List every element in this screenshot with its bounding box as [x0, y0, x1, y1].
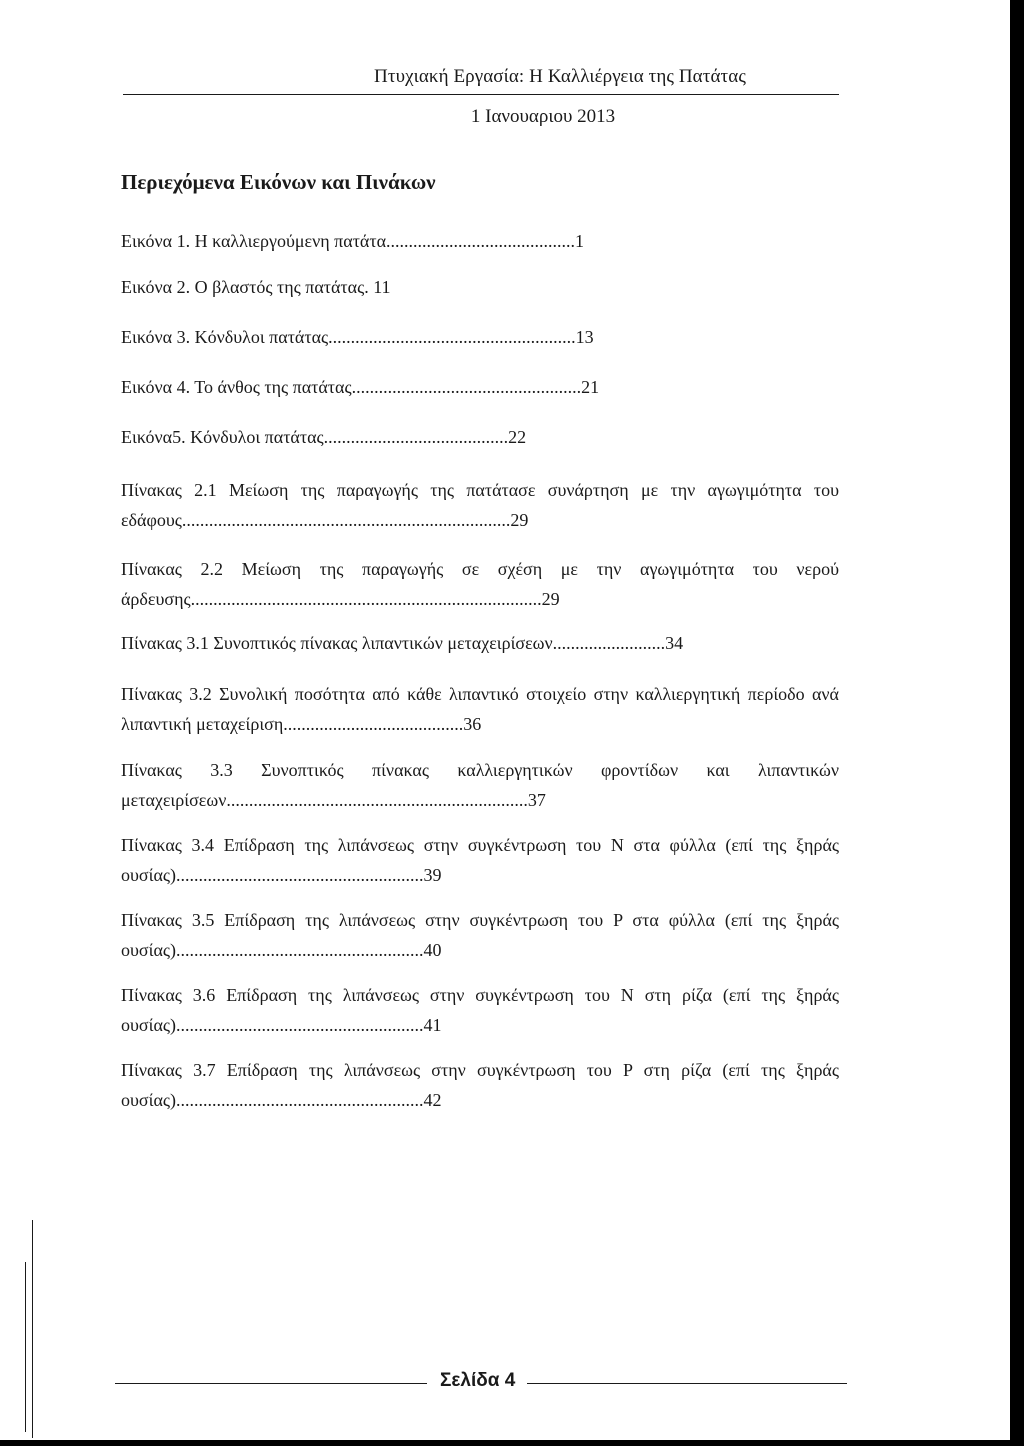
margin-bar-outer — [32, 1220, 33, 1438]
margin-bar-inner — [25, 1262, 26, 1432]
toc-entry-figure-3[interactable]: Εικόνα 3. Κόνδυλοι πατάτας.......................................................13 — [121, 327, 594, 347]
footer-rule-left — [115, 1383, 427, 1384]
toc-entry-figure-1[interactable]: Εικόνα 1. Η καλλιεργούμενη πατάτα..........................................1 — [121, 231, 585, 251]
header-date: 1 Ιανουαριου 2013 — [470, 106, 616, 127]
toc-entry-table-3-2[interactable]: Πίνακας 3.2 Συνολική ποσότητα από κάθε λιπαντικό στοιχείο στην καλλιεργητική περίοδο ανά λιπαντική μεταχείριση........................................36 — [121, 684, 839, 734]
running-header-title: Πτυχιακή Εργασία: Η Καλλιέργεια της Πατάτας — [374, 66, 746, 87]
toc-entry-table-3-4[interactable]: Πίνακας 3.4 Επίδραση της λιπάνσεως στην συγκέντρωση του N στα φύλλα (επί της ξηράς ουσίας).......................................................39 — [121, 835, 839, 885]
page-number: Σελίδα 4 — [440, 1370, 516, 1391]
toc-entry-table-3-1[interactable]: Πίνακας 3.1 Συνοπτικός πίνακας λιπαντικών μεταχειρίσεων.........................34 — [121, 633, 684, 653]
toc-entry-table-3-3[interactable]: Πίνακας 3.3 Συνοπτικός πίνακας καλλιεργητικών φροντίδων και λιπαντικών μεταχειρίσεων...................................................................37 — [121, 760, 839, 810]
toc-entry-table-3-6[interactable]: Πίνακας 3.6 Επίδραση της λιπάνσεως στην συγκέντρωση του N στη ρίζα (επί της ξηράς ουσίας).......................................................41 — [121, 985, 839, 1035]
header-rule — [123, 94, 839, 95]
toc-entry-table-2-2[interactable]: Πίνακας 2.2 Μείωση της παραγωγής σε σχέση με την αγωγιμότητα του νερού άρδευσης..............................................................................29 — [121, 559, 839, 609]
toc-title: Περιεχόμενα Εικόνων και Πινάκων — [121, 170, 436, 194]
toc-entry-figure-5[interactable]: Εικόνα5. Κόνδυλοι πατάτας.........................................22 — [121, 427, 527, 447]
toc-entry-figure-2[interactable]: Εικόνα 2. Ο βλαστός της πατάτας. 11 — [121, 277, 391, 297]
toc-entry-table-2-1[interactable]: Πίνακας 2.1 Μείωση της παραγωγής της πατάτασε συνάρτηση με την αγωγιμότητα του εδάφους.........................................................................29 — [121, 480, 839, 530]
toc-entry-table-3-7[interactable]: Πίνακας 3.7 Επίδραση της λιπάνσεως στην συγκέντρωση του P στη ρίζα (επί της ξηράς ουσίας).......................................................42 — [121, 1060, 839, 1110]
footer-rule-right — [527, 1383, 847, 1384]
toc-entry-table-3-5[interactable]: Πίνακας 3.5 Επίδραση της λιπάνσεως στην συγκέντρωση του P στα φύλλα (επί της ξηράς ουσίας).......................................................40 — [121, 910, 839, 960]
toc-entry-figure-4[interactable]: Εικόνα 4. Το άνθος της πατάτας...................................................21 — [121, 377, 600, 397]
